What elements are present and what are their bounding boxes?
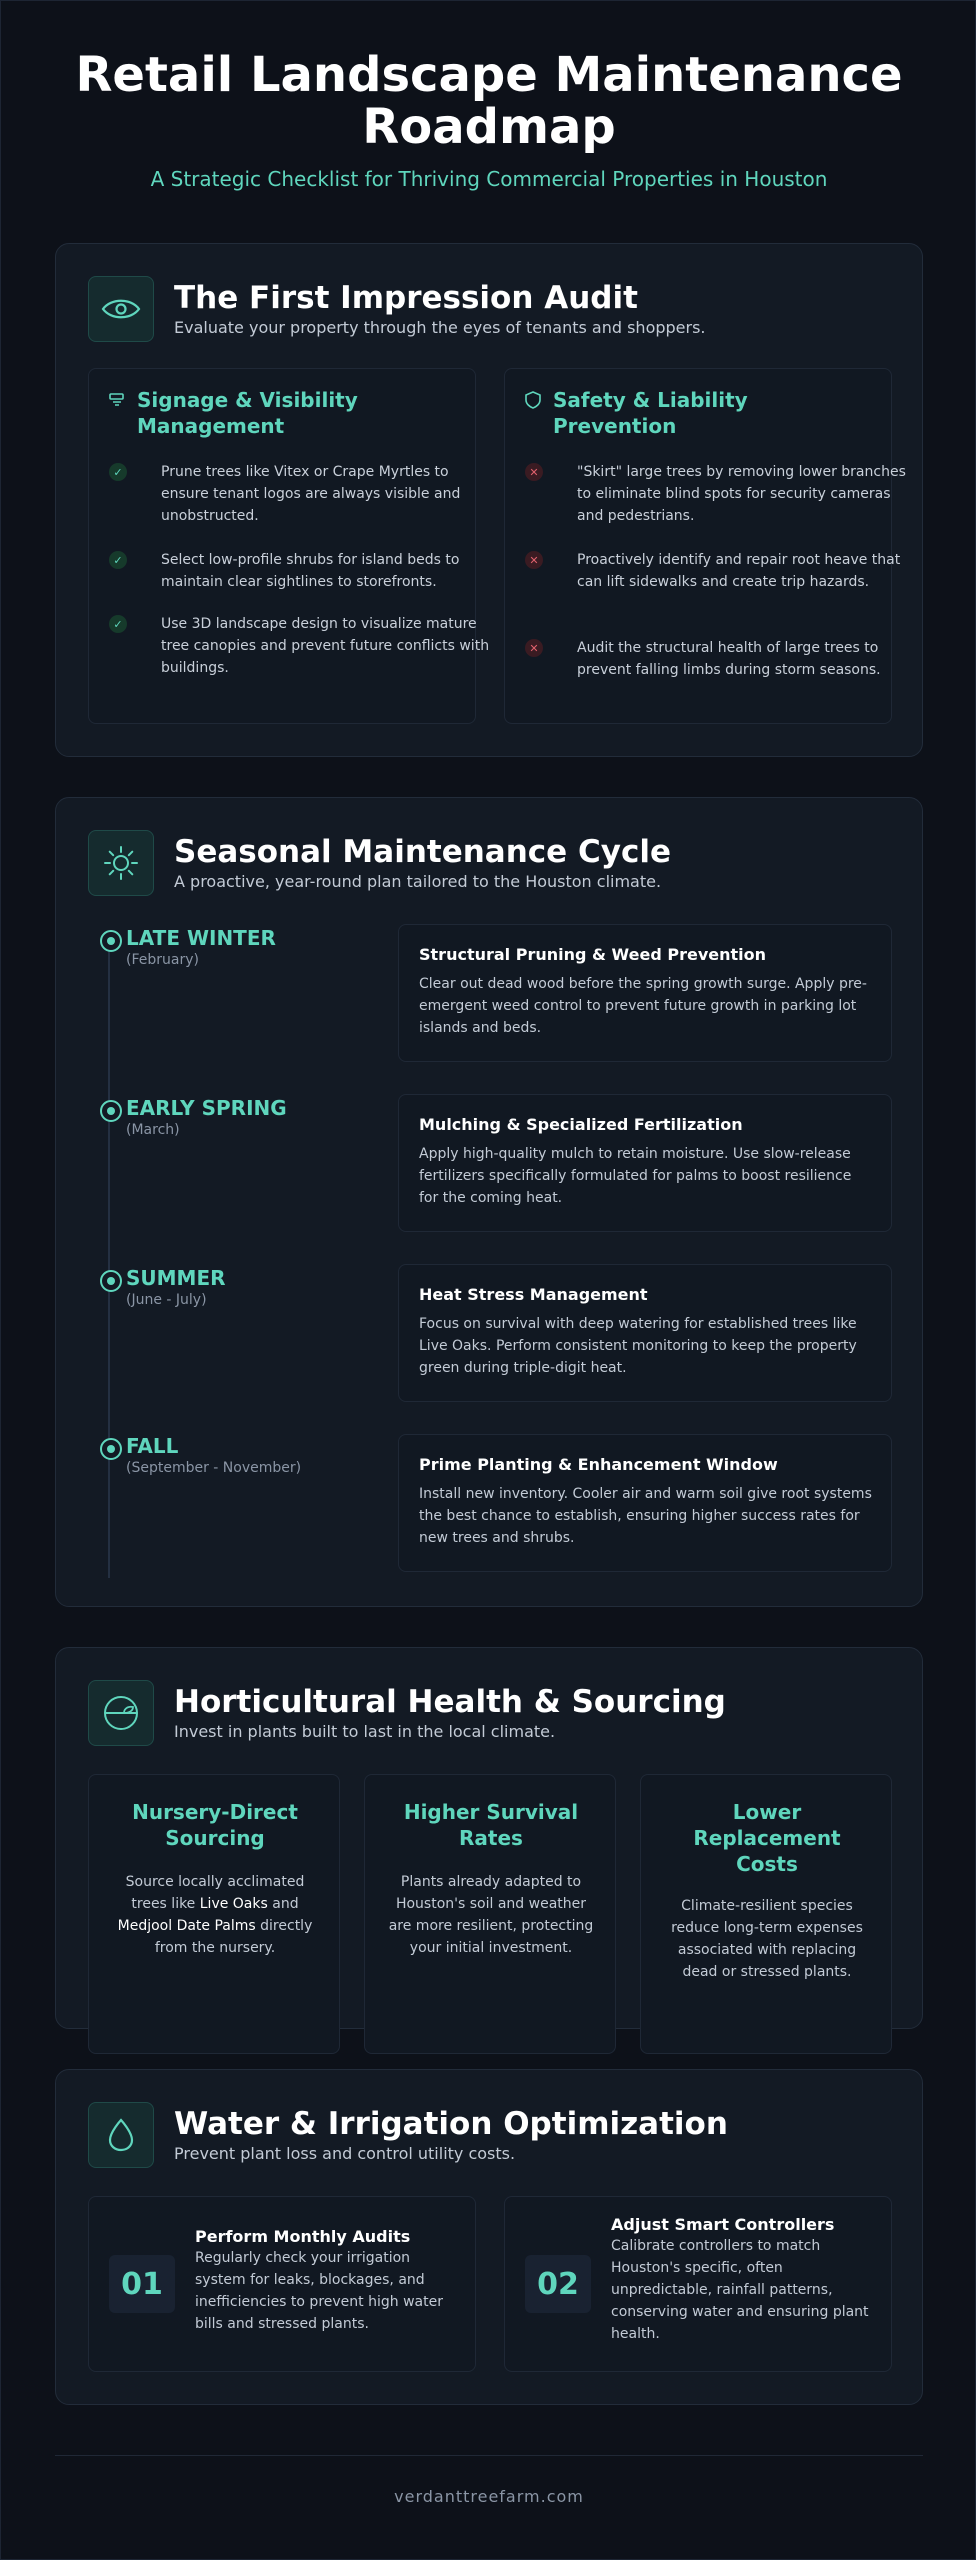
check-icon: ✓ xyxy=(109,615,127,633)
controller-step-card: 02 Adjust Smart Controllers Calibrate controllers to match Houston's specific, often unpredictable, rainfall patterns, conserving water and ensuring plant health. xyxy=(504,2196,892,2372)
header xyxy=(1,49,976,191)
stage-months: (March) xyxy=(126,1122,180,1138)
section-subtitle: Evaluate your property through the eyes of tenants and shoppers. xyxy=(174,318,706,337)
water-drop-icon xyxy=(88,2102,154,2168)
stage-season: EARLY SPRING xyxy=(126,1096,287,1120)
footer-link[interactable]: verdanttreefarm.com xyxy=(394,2487,584,2506)
sign-icon xyxy=(109,391,125,410)
x-icon: ✕ xyxy=(525,551,543,569)
timeline-dot-icon xyxy=(100,1270,122,1292)
step-number: 02 xyxy=(525,2255,591,2313)
safety-title: Safety & Liability Prevention xyxy=(553,388,748,438)
check-icon: ✓ xyxy=(109,551,127,569)
timeline-dot-icon xyxy=(100,1438,122,1460)
eye-icon xyxy=(88,276,154,342)
audit-section xyxy=(55,243,923,757)
stage-card: Prime Planting & Enhancement Window Install new inventory. Cooler air and warm soil give root systems the best chance to establish, ensuring higher success rates for new trees and shrubs. xyxy=(398,1434,892,1572)
check-icon: ✓ xyxy=(109,463,127,481)
section-title: Water & Irrigation Optimization xyxy=(174,2106,728,2142)
stage-season: LATE WINTER xyxy=(126,926,276,950)
section-subtitle: Prevent plant loss and control utility costs. xyxy=(174,2144,516,2163)
stage-months: (June - July) xyxy=(126,1292,207,1308)
timeline-line xyxy=(108,938,110,1578)
section-title: Horticultural Health & Sourcing xyxy=(174,1684,726,1720)
section-subtitle: Invest in plants built to last in the local climate. xyxy=(174,1722,556,1741)
survival-card: Higher Survival Rates Plants already adapted to Houston's soil and weather are more resilient, protecting your initial investment. xyxy=(364,1774,616,2054)
section-title: The First Impression Audit xyxy=(174,280,638,316)
signage-title: Signage & Visibility Management xyxy=(137,388,358,438)
sourcing-card: Nursery-Direct Sourcing Source locally acclimated trees like Live Oaks and Medjool Date Palms directly from the nursery. xyxy=(88,1774,340,2054)
stage-season: SUMMER xyxy=(126,1266,226,1290)
horticulture-section xyxy=(55,1647,923,2029)
page-title: Retail Landscape Maintenance Roadmap xyxy=(75,47,903,155)
sun-icon xyxy=(88,830,154,896)
plant-icon xyxy=(88,1680,154,1746)
stage-card: Heat Stress Management Focus on survival with deep watering for established trees like Live Oaks. Perform consistent monitoring to keep the property green during triple-digit heat. xyxy=(398,1264,892,1402)
page-subtitle: A Strategic Checklist for Thriving Commercial Properties in Houston xyxy=(150,167,828,191)
signage-card: Signage & Visibility Management ✓ Prune trees like Vitex or Crape Myrtles to ensure tenant logos are always visible and unobstructed. ✓ Select low-profile shrubs for island beds to maintain clear sightlines to storefronts. ✓ Use 3D landscape design to visualize mature tree canopies and prevent future conflicts with buildings. xyxy=(88,368,476,724)
stage-months: (February) xyxy=(126,952,199,968)
shield-icon xyxy=(525,391,541,413)
section-title: Seasonal Maintenance Cycle xyxy=(174,834,671,870)
step-number: 01 xyxy=(109,2255,175,2313)
timeline-dot-icon xyxy=(100,930,122,952)
seasonal-section xyxy=(55,797,923,1607)
stage-season: FALL xyxy=(126,1434,179,1458)
replacement-card: Lower Replacement Costs Climate-resilient species reduce long-term expenses associated with replacing dead or stressed plants. xyxy=(640,1774,892,2054)
audit-step-card: 01 Perform Monthly Audits Regularly check your irrigation system for leaks, blockages, and inefficiencies to prevent high water bills and stressed plants. xyxy=(88,2196,476,2372)
footer-divider xyxy=(55,2455,923,2456)
stage-card: Mulching & Specialized Fertilization Apply high-quality mulch to retain moisture. Use slow-release fertilizers specifically formulated for palms to boost resilience for the coming heat. xyxy=(398,1094,892,1232)
timeline-dot-icon xyxy=(100,1100,122,1122)
x-icon: ✕ xyxy=(525,463,543,481)
section-subtitle: A proactive, year-round plan tailored to the Houston climate. xyxy=(174,872,662,891)
safety-card: Safety & Liability Prevention ✕ "Skirt" large trees by removing lower branches to eliminate blind spots for security cameras and pedestrians. ✕ Proactively identify and repair root heave that can lift sidewalks and create trip hazards. ✕ Audit the structural health of large trees to prevent falling limbs during storm seasons. xyxy=(504,368,892,724)
stage-months: (September - November) xyxy=(126,1460,302,1476)
water-section xyxy=(55,2069,923,2405)
stage-card: Structural Pruning & Weed Prevention Clear out dead wood before the spring growth surge. Apply pre-emergent weed control to prevent future growth in parking lot islands and beds. xyxy=(398,924,892,1062)
x-icon: ✕ xyxy=(525,639,543,657)
